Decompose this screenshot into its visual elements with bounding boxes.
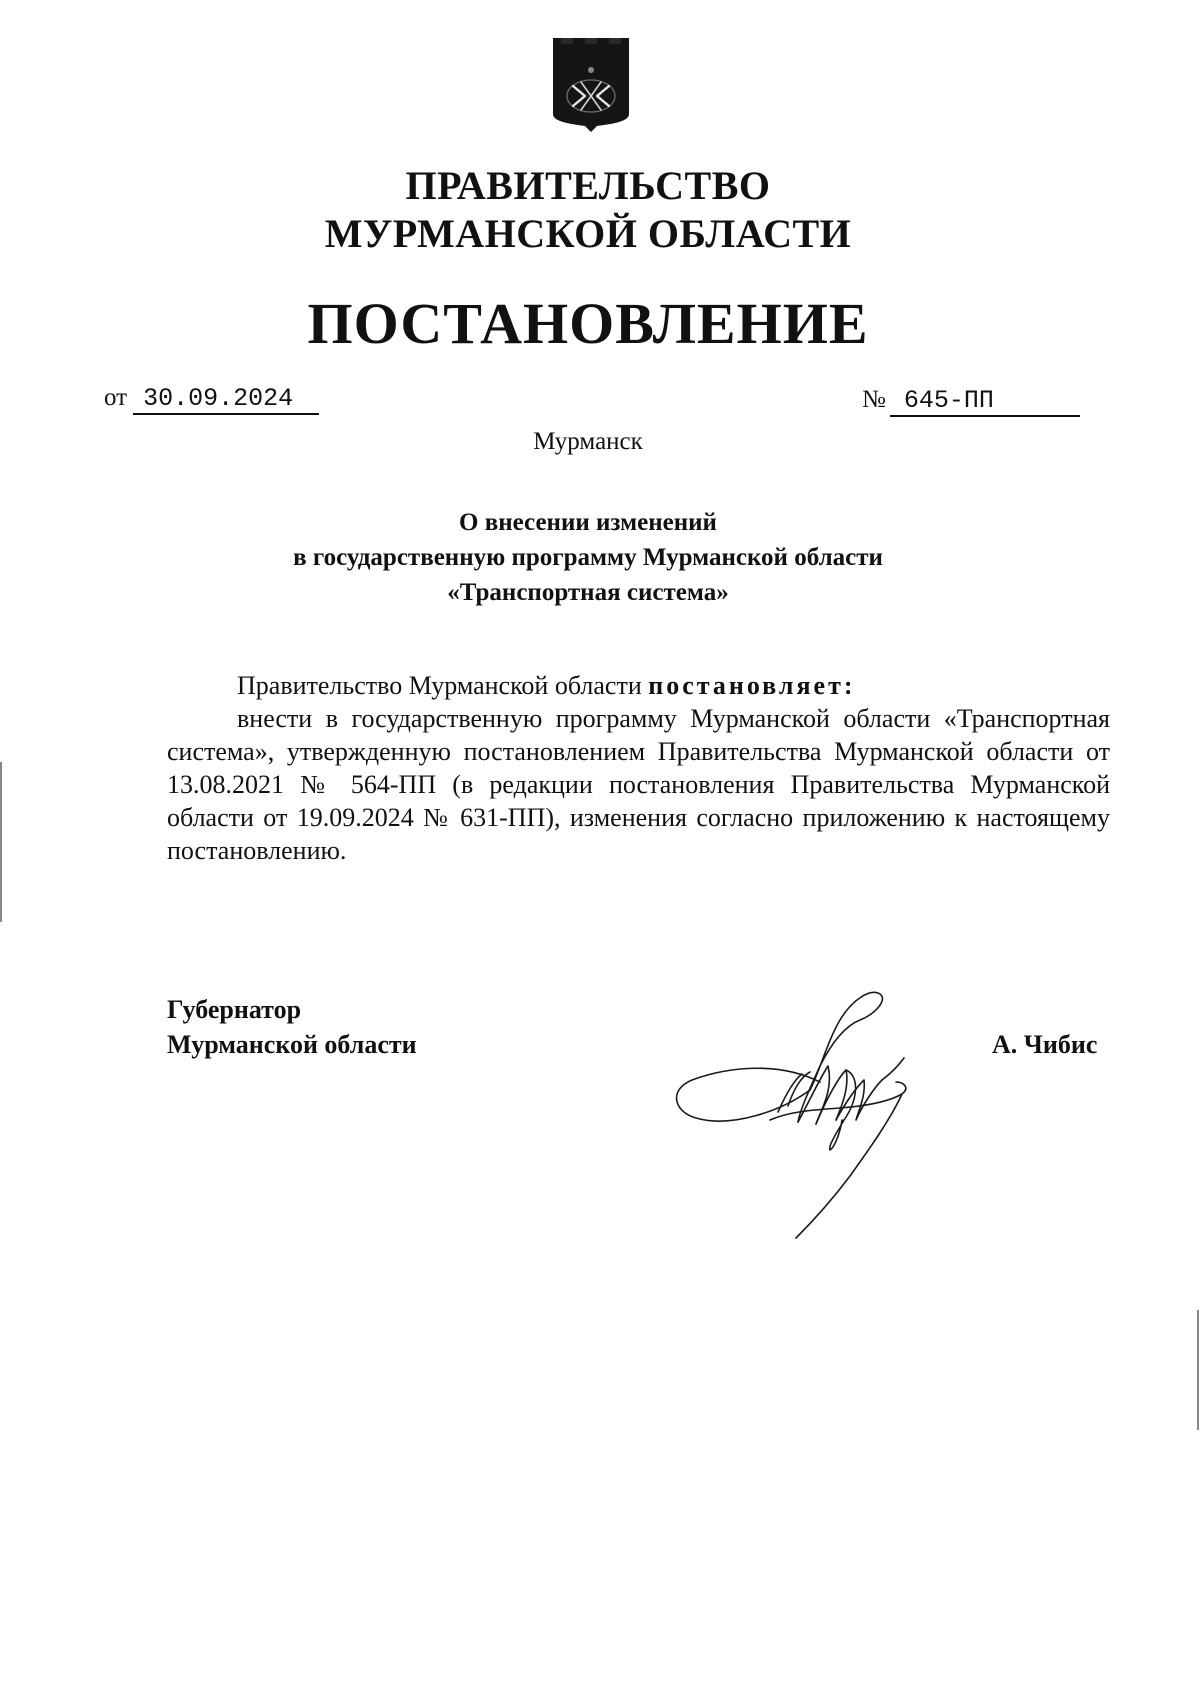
subject-line2: в государственную программу Мурманской области <box>293 544 883 571</box>
scan-edge-mark <box>0 762 2 922</box>
decree-lead-text: Правительство Мурманской области <box>237 671 649 700</box>
decree-paragraph: внести в государственную программу Мурманской области «Транспортная система», утвержденную постановлением Правительства Мурманской области от 13.08.2021 № 564-ПП (в редакции постановления Правительства Мурманской области от 19.09.2024 № 631-ПП), изменения согласно приложению к настоящему постановлению. <box>167 704 1110 865</box>
scan-edge-mark <box>1197 1310 1199 1430</box>
decree-lead <box>167 669 1110 702</box>
decree-verb: постановляет: <box>648 671 856 700</box>
number-prefix: № <box>862 386 886 413</box>
subject-line1: О внесении изменений <box>459 509 717 536</box>
document-type-title: ПОСТАНОВЛЕНИЕ <box>307 291 869 356</box>
document-date: 30.09.2024 <box>133 385 319 415</box>
document-number-row <box>862 384 1080 417</box>
document-number: 645-ПП <box>890 387 1080 417</box>
document-city: Мурманск <box>533 428 643 455</box>
handwritten-signature-icon <box>670 970 950 1240</box>
signer-title <box>167 992 417 1062</box>
date-prefix: от <box>104 384 128 411</box>
org-name-line2: МУРМАНСКОЙ ОБЛАСТИ <box>324 211 852 256</box>
signer-name: А. Чибис <box>992 1030 1098 1059</box>
subject-line3: «Транспортная система» <box>447 579 729 606</box>
coat-of-arms-icon <box>551 36 631 132</box>
org-name-line1: ПРАВИТЕЛЬСТВО <box>405 163 771 208</box>
signer-title-line2: Мурманской области <box>167 1030 417 1059</box>
signer-title-line1: Губернатор <box>167 995 302 1024</box>
document-date-row <box>104 382 319 415</box>
